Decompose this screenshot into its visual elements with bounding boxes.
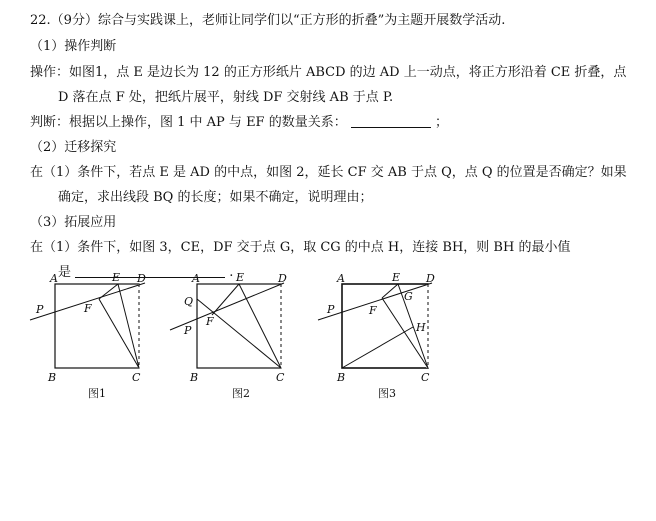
fig3-label-f: F bbox=[369, 304, 377, 317]
fig1-label-e: E bbox=[112, 271, 121, 284]
transfer-line-1-text: 在（1）条件下，若点 E 是 AD 的中点，如图 2，延长 CF 交 AB 于点 Q，点 Q 的位置是否确定？如果 bbox=[30, 165, 627, 180]
operation-line-2-text: D 落在点 F 处，把纸片展平，射线 DF 交射线 AB 于点 P. bbox=[58, 90, 394, 105]
fig1-square bbox=[55, 284, 139, 368]
fig2-ef bbox=[212, 284, 239, 315]
transfer-line-2-text: 确定，求出线段 BQ 的长度；如果不确定，说明理由； bbox=[58, 190, 373, 205]
fig2-label-d: D bbox=[278, 272, 287, 285]
fig3-label-e: E bbox=[392, 271, 401, 284]
section1-title-text: （1）操作判断 bbox=[30, 39, 117, 54]
fig1-label-p: P bbox=[36, 303, 44, 316]
fig1-ce bbox=[118, 284, 139, 368]
fig2-label-b: B bbox=[190, 371, 199, 384]
fig2-label-a: A bbox=[192, 272, 200, 285]
fig3-bh bbox=[342, 327, 413, 368]
fig3-label-c: C bbox=[421, 371, 430, 384]
fig1-label-c: C bbox=[132, 371, 141, 384]
problem-header-text: 22.（9分）综合与实践课上，老师让同学们以“正方形的折叠”为主题开展数学活动. bbox=[30, 13, 506, 28]
fig2-label-p: P bbox=[184, 324, 192, 337]
fig1-caption: 图1 bbox=[88, 387, 106, 400]
fig1-label-a: A bbox=[50, 272, 58, 285]
fig3-label-g: G bbox=[404, 290, 413, 303]
fig3-caption: 图3 bbox=[378, 387, 396, 400]
fig3-ef bbox=[382, 284, 398, 298]
fig3-label-b: B bbox=[337, 371, 346, 384]
fig1-fc bbox=[99, 299, 139, 368]
fig2-caption: 图2 bbox=[232, 387, 250, 400]
extend-line-1-text: 在（1）条件下，如图 3，CE，DF 交于点 G，取 CG 的中点 H，连接 BH，则 BH 的最小值 bbox=[30, 240, 571, 255]
fig2-ce bbox=[239, 284, 281, 368]
operation-line-1-text: 操作：如图1，点 E 是边长为 12 的正方形纸片 ABCD 的边 AD 上一动点，将正方形沿着 CE 折叠，点 bbox=[30, 65, 627, 80]
extend-prefix-text: 是 bbox=[58, 265, 72, 280]
section2-title-text: （2）迁移探究 bbox=[30, 140, 117, 155]
fig1-ef bbox=[99, 284, 118, 299]
fig3-label-d: D bbox=[426, 272, 435, 285]
fig3-label-p: P bbox=[327, 303, 335, 316]
figure-3 bbox=[318, 271, 435, 400]
fig2-qc bbox=[197, 299, 281, 368]
fig1-label-f: F bbox=[84, 302, 92, 315]
fig2-label-e: E bbox=[236, 271, 245, 284]
fig2-label-f: F bbox=[206, 315, 214, 328]
fig1-label-b: B bbox=[48, 371, 57, 384]
fig3-label-a: A bbox=[337, 272, 345, 285]
fig1-label-d: D bbox=[137, 272, 146, 285]
fig2-label-c: C bbox=[276, 371, 285, 384]
fig2-label-q: Q bbox=[184, 295, 194, 308]
section3-title-text: （3）拓展应用 bbox=[30, 215, 117, 230]
extend-suffix-text: . bbox=[229, 265, 234, 280]
figure-1 bbox=[30, 271, 146, 400]
fig3-label-h: H bbox=[416, 321, 426, 334]
judge-suffix-text: ； bbox=[435, 115, 449, 130]
figure-2 bbox=[170, 271, 287, 400]
judge-prefix-text: 判断：根据以上操作，图 1 中 AP 与 EF 的数量关系： bbox=[30, 115, 347, 130]
